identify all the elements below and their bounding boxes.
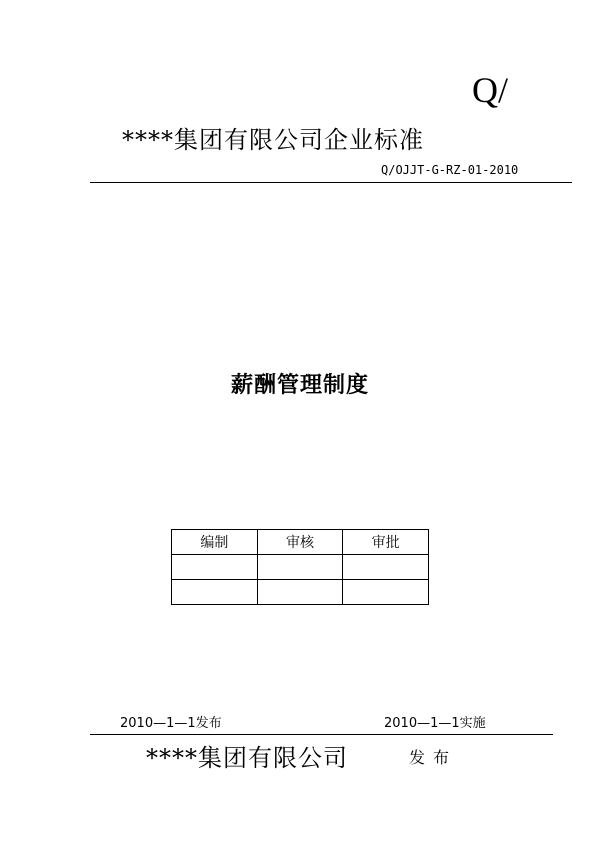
effective-date: 2010—1—1实施 [384,716,486,731]
table-cell [172,580,258,605]
column-header-compiled: 编制 [172,530,258,555]
footer-organization: ****集团有限公司 [146,744,348,772]
column-header-approved: 审批 [343,530,429,555]
organization-standard-title: ****集团有限公司企业标准 [122,126,424,154]
issue-date: 2010—1—1发布 [120,716,222,731]
table-cell [343,555,429,580]
table-cell [257,580,343,605]
footer-divider [90,734,553,735]
approval-table-header-row [172,530,429,555]
header-divider [90,182,572,183]
q-standard-mark: Q/ [472,70,508,110]
column-header-reviewed: 审核 [257,530,343,555]
table-cell [343,580,429,605]
approval-table [171,529,429,605]
table-row [172,580,429,605]
document-title: 薪酬管理制度 [230,373,369,398]
table-cell [257,555,343,580]
table-cell [172,555,258,580]
standard-code: Q/OJJT-G-RZ-01-2010 [381,163,519,177]
publish-label: 发布 [409,748,458,767]
table-row [172,555,429,580]
